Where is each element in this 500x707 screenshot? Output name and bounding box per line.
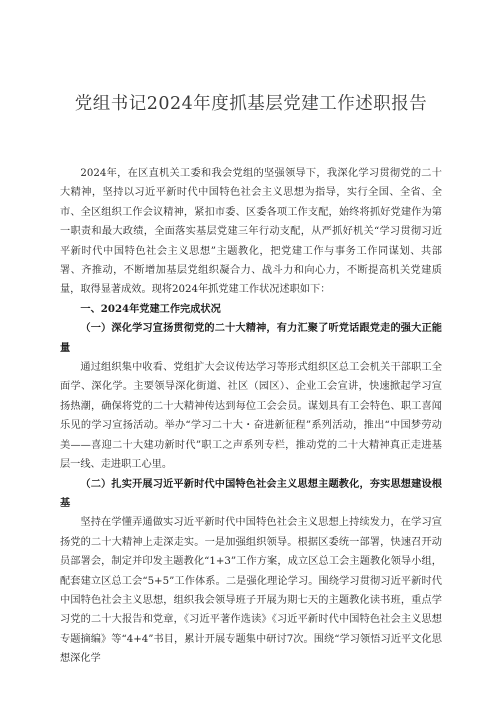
document-body — [60, 164, 442, 669]
body-paragraph-2: 坚持在学懂弄通做实习近平新时代中国特色社会主义思想上持续发力，在学习宣扬党的二十大精神上走深走实。一是加强组织领导。根据区委统一部署，快速召开动员部署会，制定并印发主题教化“1+3”工作方案，成立区总工会主题教化领导小组，配套建立区总工会“5+5”工作体系。二是强化理论学习。围绕学习贯彻习近平新时代中国特色社会主义思想，组织我会领导班子开展为期七天的主题教化读书班，重点学习党的二十大报告和党章，《习近平著作选读》《习近平新时代中国特色社会主义思想专题摘编》等“4+4”书目，累计开展专题集中研讨7次。围绕“学习领悟习近平文化思想深化学 — [60, 517, 442, 665]
document-title: 党组书记2024年度抓基层党建工作述职报告 — [74, 94, 428, 114]
subsection-heading-1: （一）深化学习宣扬贯彻党的二十大精神，有力汇聚了听党话跟党走的强大正能量 — [60, 322, 442, 354]
section-heading-1: 一、2024年党建工作完成状况 — [80, 302, 221, 315]
intro-paragraph: 2024年，在区直机关工委和我会党组的坚强领导下，我深化学习贯彻党的二十大精神，坚持以习近平新时代中国特色社会主义思想为指导，实行全国、全省、全市、全区组织工作会议精神，紧扣市委、区委各项工作支配，始终将抓好党建作为第一职责和最大政绩，全面落实基层党建三年行动支配，从严抓好机关“学习贯彻习近平新时代中国特色社会主义思想”主题教化，把党建工作与事务工作同谋划、共部署、齐推动，不断增加基层党组织凝合力、战斗力和向心力，不断提高机关党建质量，取得显著成效。现将2024年抓党建工作状况述职如下： — [60, 168, 442, 296]
subsection-heading-2: （二）扎实开展习近平新时代中国特色社会主义思想主题教化，夯实思想建设根基 — [60, 477, 442, 509]
body-paragraph-1: 通过组织集中收看、党组扩大会议传达学习等形式组织区总工会机关干部职工全面学、深化学。主要领导深化街道、社区（园区）、企业工会宣讲，快速掀起学习宣扬热潮，确保将党的二十大精神传达到每位工会会员。谋划具有工会特色、职工喜闻乐见的学习宣扬活动。举办“学习二十大・奋进新征程”系列活动，推出“中国梦劳动美——喜迎二十大建功新时代”职工之声系列专栏，推动党的二十大精神真正走进基层一线、走进职工心里。 — [60, 362, 442, 471]
